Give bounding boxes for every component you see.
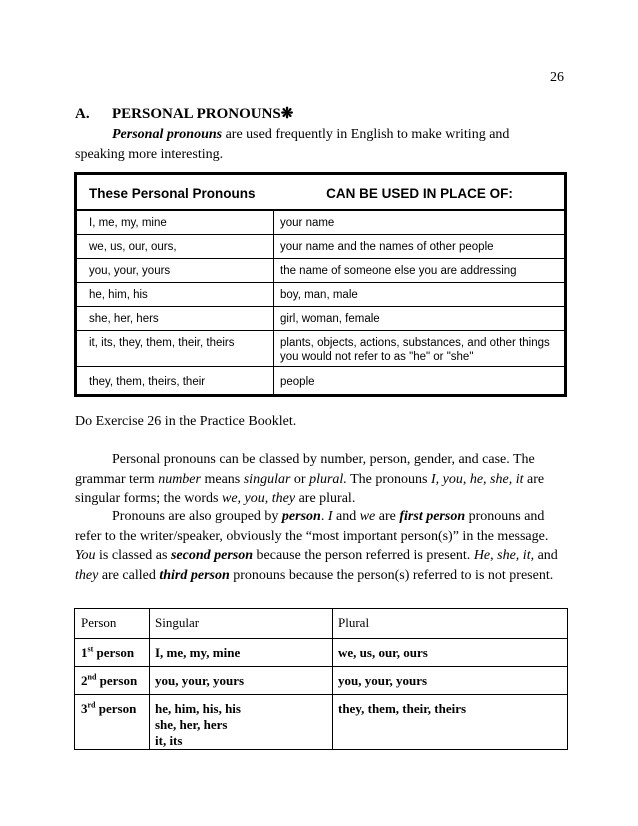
table-row: they, them, theirs, their people	[89, 376, 315, 388]
personal-pronouns-table	[74, 172, 567, 397]
header-replaces: CAN BE USED IN PLACE OF:	[326, 186, 513, 201]
paragraph-number: Personal pronouns can be classed by number, person, gender, and case. The grammar term number means singular or plural. The pronouns I, you, he, she, it are singular forms; the words we, you, they are plural.	[75, 452, 545, 506]
header-singular: Singular	[155, 615, 200, 630]
person-number-table	[74, 608, 568, 750]
table-header-row	[75, 609, 567, 639]
page-number: 26	[550, 70, 564, 85]
pronoun-table-header	[77, 175, 564, 209]
table-row: 3rd person he, him, his, his she, her, hers it, its they, them, their, theirs	[81, 700, 467, 748]
table-row: it, its, they, them, their, theirs plants, objects, actions, substances, and other things you would not refer to as "he" or "she"	[77, 331, 564, 367]
table-row: 2nd person you, your, yours you, your, yours	[75, 667, 567, 695]
section-title: PERSONAL PRONOUNS❋	[112, 106, 294, 122]
table-row: she, her, hers girl, woman, female	[77, 307, 564, 331]
header-person: Person	[81, 615, 117, 630]
section-heading	[75, 104, 293, 123]
table-row: 1st person I, me, my, mine we, us, our, ours	[75, 639, 567, 667]
intro-paragraph: Personal pronouns are used frequently in English to make writing and speaking more interesting.	[75, 127, 510, 162]
exercise-note: Do Exercise 26 in the Practice Booklet.	[75, 414, 297, 429]
header-plural: Plural	[338, 615, 370, 630]
intro-term: Personal pronouns	[112, 127, 223, 142]
table-row: I, me, my, mine your name	[77, 211, 564, 235]
section-label: A.	[75, 106, 90, 122]
paragraph-person: Pronouns are also grouped by person. I and we are first person pronouns and refer to the writer/speaker, obviously the “most important person(s)” in the message. You is classed as second person because the person referred is present. He, she, it, and they are called third person pronouns because the person(s) referred to is not present.	[75, 509, 558, 583]
table-row: you, your, yours the name of someone else you are addressing	[77, 259, 564, 283]
table-row: we, us, our, ours, your name and the names of other people	[77, 235, 564, 259]
header-pronouns: These Personal Pronouns	[89, 186, 256, 201]
table-row: he, him, his boy, man, male	[77, 283, 564, 307]
